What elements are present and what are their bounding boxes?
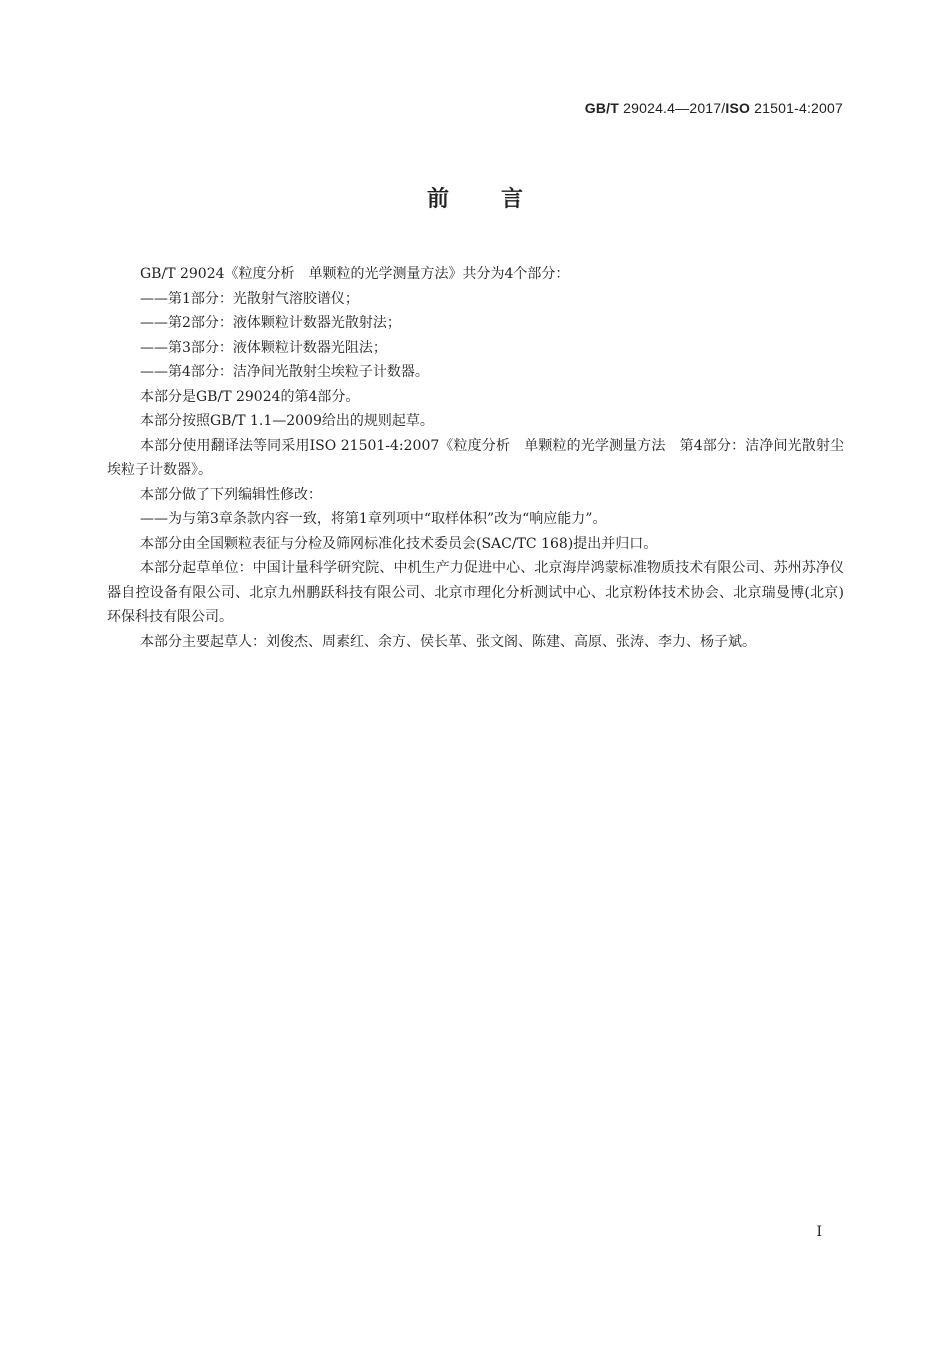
paragraph-editorial-changes: 本部分做了下列编辑性修改： xyxy=(140,486,322,503)
paragraph-editorial-change-item: ——为与第3章条款内容一致，将第1章列项中“取样体积”改为“响应能力”。 xyxy=(140,511,607,527)
paragraph-proposer: 本部分由全国颗粒表征与分检及筛网标准化技术委员会(SAC/TC 168)提出并归口。 xyxy=(140,535,658,552)
foreword-body xyxy=(107,262,844,654)
paragraph-adoption: 本部分使用翻译法等同采用ISO 21501-4:2007《粒度分析 单颗粒的光学测量方法 第4部分：洁净间光散射尘埃粒子计数器》。 xyxy=(107,437,844,478)
iso-number: 21501-4:2007 xyxy=(750,100,843,116)
std-number: 29024.4—2017/ xyxy=(619,100,726,116)
page-title: 前言 xyxy=(426,187,575,212)
paragraph-drafting-units: 本部分起草单位：中国计量科学研究院、中机生产力促进中心、北京海岸鸿蒙标准物质技术有限公司、苏州苏净仪器自控设备有限公司、北京九州鹏跃科技有限公司、北京市理化分析测试中心、北京粉体技术协会、北京瑞曼博(北京)环保科技有限公司。 xyxy=(107,560,844,625)
paragraph-part-4: ——第4部分：洁净间光散射尘埃粒子计数器。 xyxy=(140,364,429,380)
standard-identifier xyxy=(585,100,843,116)
paragraph-drafting-rules: 本部分按照GB/T 1.1—2009给出的规则起草。 xyxy=(140,413,434,429)
iso-prefix: ISO xyxy=(725,100,751,116)
paragraph-this-part: 本部分是GB/T 29024的第4部分。 xyxy=(140,388,360,405)
paragraph-parts-intro: GB/T 29024《粒度分析 单颗粒的光学测量方法》共分为4个部分： xyxy=(140,266,570,282)
paragraph-part-1: ——第1部分：光散射气溶胶谱仪； xyxy=(140,290,359,307)
paragraph-part-3: ——第3部分：液体颗粒计数器光阻法； xyxy=(140,339,387,356)
paragraph-drafters: 本部分主要起草人：刘俊杰、周素红、余方、侯长革、张文阁、陈建、高原、张涛、李力、杨子斌。 xyxy=(140,633,756,650)
std-prefix: GB/T xyxy=(584,100,620,116)
page-number: I xyxy=(816,1224,822,1240)
paragraph-part-2: ——第2部分：液体颗粒计数器光散射法； xyxy=(140,315,401,331)
